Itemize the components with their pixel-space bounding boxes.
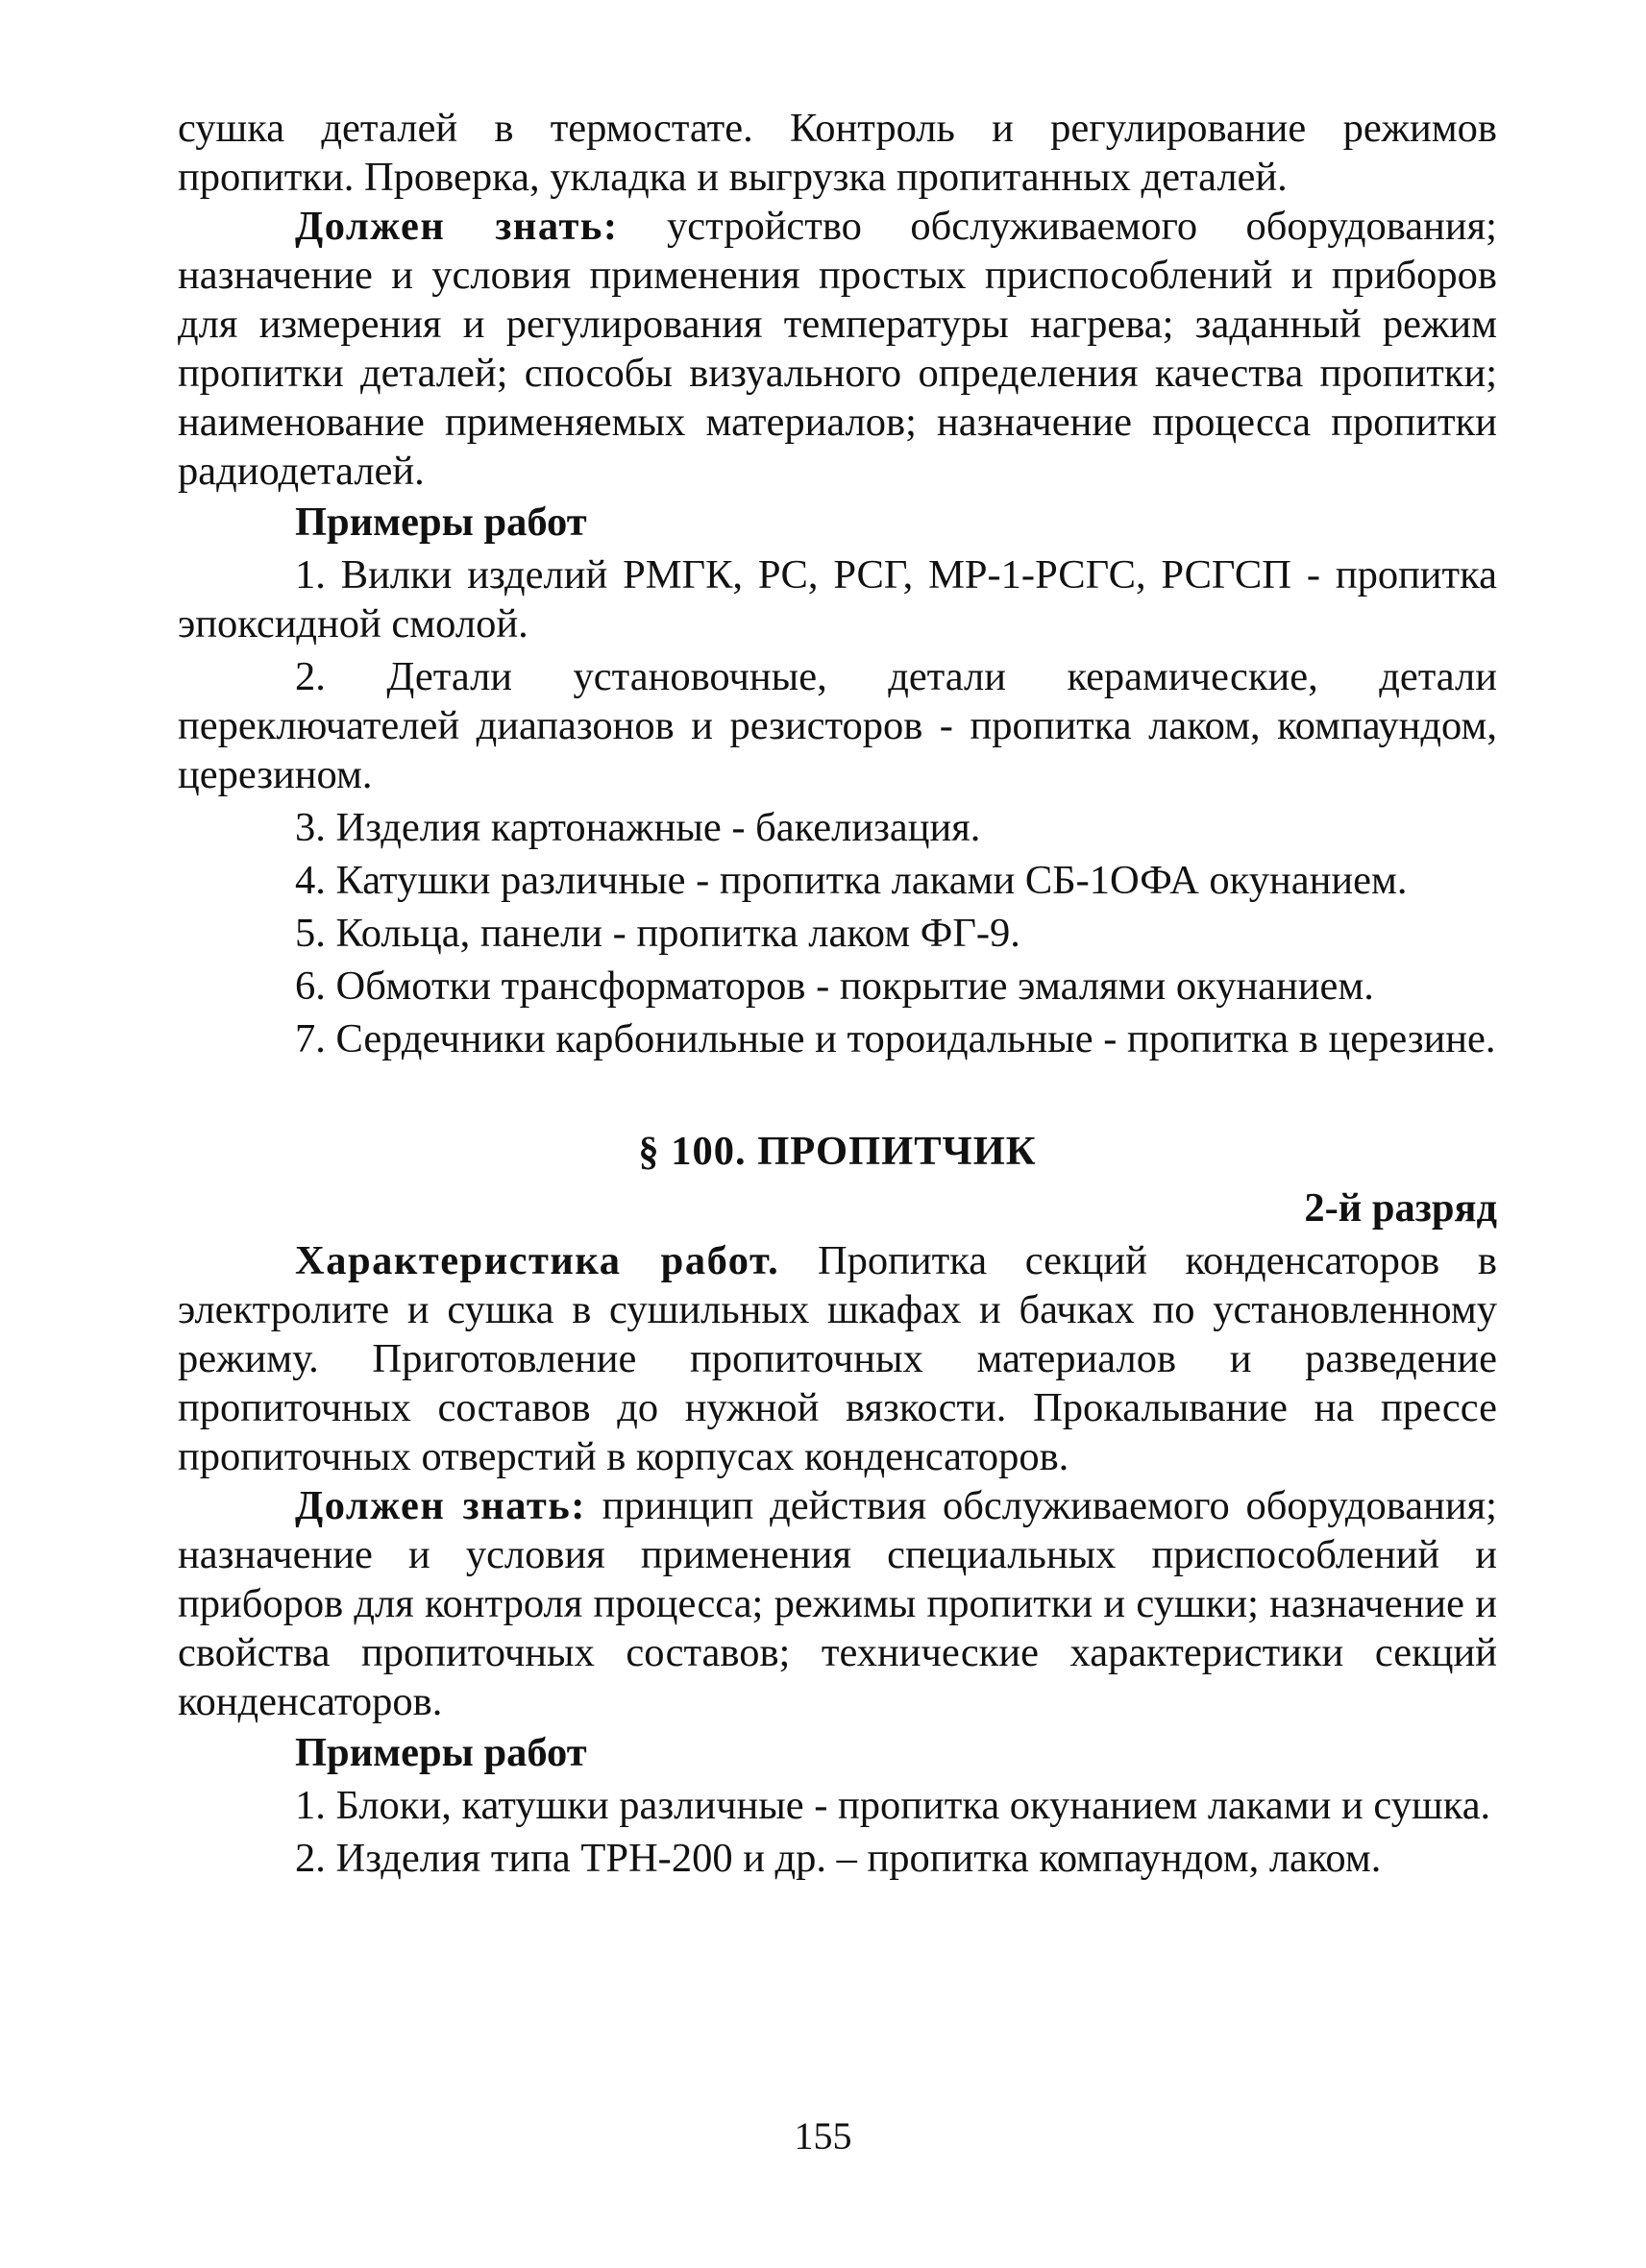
document-page <box>178 104 1497 1883</box>
section-example-item: 2. Изделия типа ТРН-200 и др. – пропитка компаундом, лаком. <box>295 1836 1382 1881</box>
section-must-know-text: принцип действия обслуживаемого оборудования; назначение и условия применения специальных приспособлений и приборов для контроля процесса; режимы пропитки и сушки; назначение и свойства пропиточных составов; технические характеристики секций конденсаторов. <box>178 1483 1497 1724</box>
work-characteristics-text: Пропитка секций конденсаторов в электролите и сушка в сушильных шкафах и бачках по установленному режиму. Приготовление пропиточных материалов и разведение пропиточных составов до нужной вязкости. Прокалывание на прессе пропиточных отверстий в корпусах конденсаторов. <box>178 1238 1497 1479</box>
example-item: 6. Обмотки трансформаторов - покрытие эмалями окунанием. <box>295 963 1374 1009</box>
paragraph-work-characteristics <box>178 1236 1497 1481</box>
must-know-text: устройство обслуживаемого оборудования; назначение и условия применения простых приспособлений и приборов для измерения и регулирования температуры нагрева; заданный режим пропитки деталей; способы визуального определения качества пропитки; наименование применяемых материалов; назначение процесса пропитки радиодеталей. <box>178 204 1497 494</box>
grade-label: 2-й разряд <box>1304 1185 1497 1231</box>
paragraph-section-must-know <box>178 1481 1497 1726</box>
example-item: 1. Вилки изделий РМГК, PC, РСГ, МР-1-РСГС, РСГСП - пропитка эпоксидной смолой. <box>178 552 1497 646</box>
section-title: § 100. ПРОПИТЧИК <box>638 1129 1037 1174</box>
example-item: 7. Сердечники карбонильные и тороидальные - пропитка в церезине. <box>295 1016 1496 1061</box>
example-item: 3. Изделия картонажные - бакелизация. <box>295 805 981 850</box>
must-know-label: Должен знать: <box>295 204 619 249</box>
work-characteristics-label: Характеристика работ. <box>295 1238 780 1283</box>
section-examples-heading: Примеры работ <box>295 1730 587 1775</box>
page-number: 155 <box>794 2114 852 2158</box>
paragraph-drying-control: сушка деталей в термостате. Контроль и регулирование режимов пропитки. Проверка, укладка и выгрузка пропитанных деталей. <box>178 106 1497 200</box>
paragraph-must-know <box>178 202 1497 496</box>
example-item: 4. Катушки различные - пропитка лаками СБ-1ОФА окунанием. <box>295 858 1408 903</box>
section-example-item: 1. Блоки, катушки различные - пропитка окунанием лаками и сушка. <box>295 1783 1491 1828</box>
examples-heading: Примеры работ <box>295 500 587 545</box>
section-must-know-label: Должен знать: <box>295 1483 586 1528</box>
example-item: 5. Кольца, панели - пропитка лаком ФГ-9. <box>295 911 1020 956</box>
example-item: 2. Детали установочные, детали керамические, детали переключателей диапазонов и резисторов - пропитка лаком, компаундом, церезином. <box>178 654 1497 797</box>
